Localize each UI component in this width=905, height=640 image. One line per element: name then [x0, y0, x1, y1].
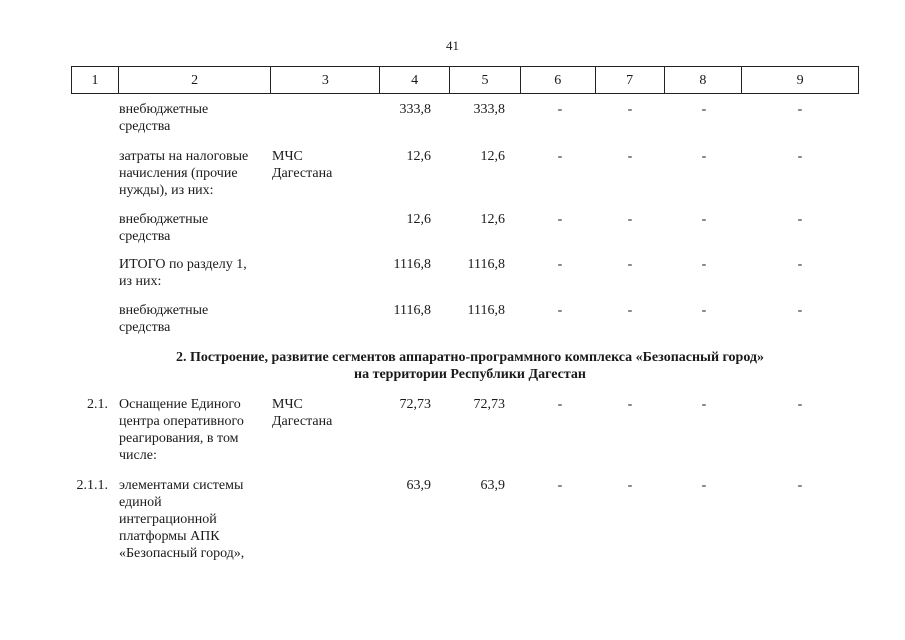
row-executor-line: МЧС	[272, 397, 303, 412]
col-8-value: -	[701, 212, 707, 227]
header-col-8: 8	[665, 67, 743, 93]
row-executor-line: Дагестана	[272, 166, 333, 181]
row-name-line: внебюджетные	[119, 102, 209, 117]
row-executor	[272, 396, 372, 430]
row-name-line: реагирования, в том	[119, 431, 239, 446]
col-6-value: -	[557, 478, 563, 493]
row-name	[119, 256, 269, 290]
row-executor	[272, 148, 372, 182]
col-4-value: 63,9	[406, 478, 431, 493]
header-col-5: 5	[450, 67, 521, 93]
col-4-value: 1116,8	[393, 303, 431, 318]
col-5-value: 1116,8	[467, 303, 505, 318]
row-name-line: центра оперативного	[119, 414, 244, 429]
section-title-line-1: 2. Построение, развитие сегментов аппаратно-программного комплекса «Безопасный город»	[175, 350, 765, 365]
row-name-line: ИТОГО по разделу 1,	[119, 257, 247, 272]
col-5-value: 63,9	[480, 478, 505, 493]
col-5-value: 72,73	[473, 397, 505, 412]
row-number: 2.1.	[87, 397, 108, 412]
row-name-line: начисления (прочие	[119, 166, 238, 181]
col-5-value: 12,6	[480, 212, 505, 227]
row-name	[119, 302, 269, 336]
header-col-2: 2	[119, 67, 272, 93]
header-col-1: 1	[72, 67, 119, 93]
row-name	[119, 211, 269, 245]
table-header	[71, 66, 859, 94]
row-name-line: интеграционной	[119, 512, 217, 527]
col-9-value: -	[797, 303, 803, 318]
col-7-value: -	[627, 397, 633, 412]
row-name-line: из них:	[119, 274, 162, 289]
col-6-value: -	[557, 102, 563, 117]
row-name-line: внебюджетные	[119, 303, 209, 318]
col-7-value: -	[627, 303, 633, 318]
col-7-value: -	[627, 478, 633, 493]
row-executor-line: МЧС	[272, 149, 303, 164]
row-name-line: единой	[119, 495, 162, 510]
row-name-line: Оснащение Единого	[119, 397, 241, 412]
col-6-value: -	[557, 149, 563, 164]
col-8-value: -	[701, 478, 707, 493]
col-9-value: -	[797, 149, 803, 164]
col-6-value: -	[557, 257, 563, 272]
row-name-line: нужды), из них:	[119, 183, 214, 198]
row-number: 2.1.1.	[76, 478, 108, 493]
row-name	[119, 101, 269, 135]
col-4-value: 12,6	[406, 149, 431, 164]
col-9-value: -	[797, 257, 803, 272]
col-7-value: -	[627, 102, 633, 117]
col-9-value: -	[797, 212, 803, 227]
col-8-value: -	[701, 303, 707, 318]
col-4-value: 72,73	[399, 397, 431, 412]
col-5-value: 1116,8	[467, 257, 505, 272]
row-name	[119, 148, 269, 199]
section-title-line-2: на территории Республики Дагестан	[354, 367, 586, 382]
col-8-value: -	[701, 397, 707, 412]
header-col-3: 3	[271, 67, 380, 93]
row-name-line: числе:	[119, 448, 157, 463]
col-7-value: -	[627, 257, 633, 272]
col-4-value: 12,6	[406, 212, 431, 227]
row-name-line: «Безопасный город»,	[119, 546, 245, 561]
row-executor-line: Дагестана	[272, 414, 333, 429]
col-7-value: -	[627, 149, 633, 164]
header-col-6: 6	[521, 67, 596, 93]
row-name-line: средства	[119, 119, 171, 134]
col-8-value: -	[701, 102, 707, 117]
col-7-value: -	[627, 212, 633, 227]
page-number: 41	[446, 38, 459, 53]
col-4-value: 333,8	[399, 102, 431, 117]
col-4-value: 1116,8	[393, 257, 431, 272]
col-5-value: 333,8	[473, 102, 505, 117]
col-5-value: 12,6	[480, 149, 505, 164]
row-name-line: платформы АПК	[119, 529, 220, 544]
col-6-value: -	[557, 303, 563, 318]
header-col-4: 4	[380, 67, 450, 93]
col-6-value: -	[557, 397, 563, 412]
col-8-value: -	[701, 257, 707, 272]
col-9-value: -	[797, 102, 803, 117]
row-name-line: средства	[119, 229, 171, 244]
header-col-7: 7	[596, 67, 665, 93]
col-6-value: -	[557, 212, 563, 227]
row-name-line: затраты на налоговые	[119, 149, 249, 164]
section-title	[100, 349, 840, 383]
col-8-value: -	[701, 149, 707, 164]
row-name-line: элементами системы	[119, 478, 244, 493]
row-name-line: внебюджетные	[119, 212, 209, 227]
row-name-line: средства	[119, 320, 171, 335]
row-name	[119, 477, 269, 562]
header-col-9: 9	[796, 72, 804, 88]
row-name	[119, 396, 269, 464]
col-9-value: -	[797, 478, 803, 493]
col-9-value: -	[797, 397, 803, 412]
